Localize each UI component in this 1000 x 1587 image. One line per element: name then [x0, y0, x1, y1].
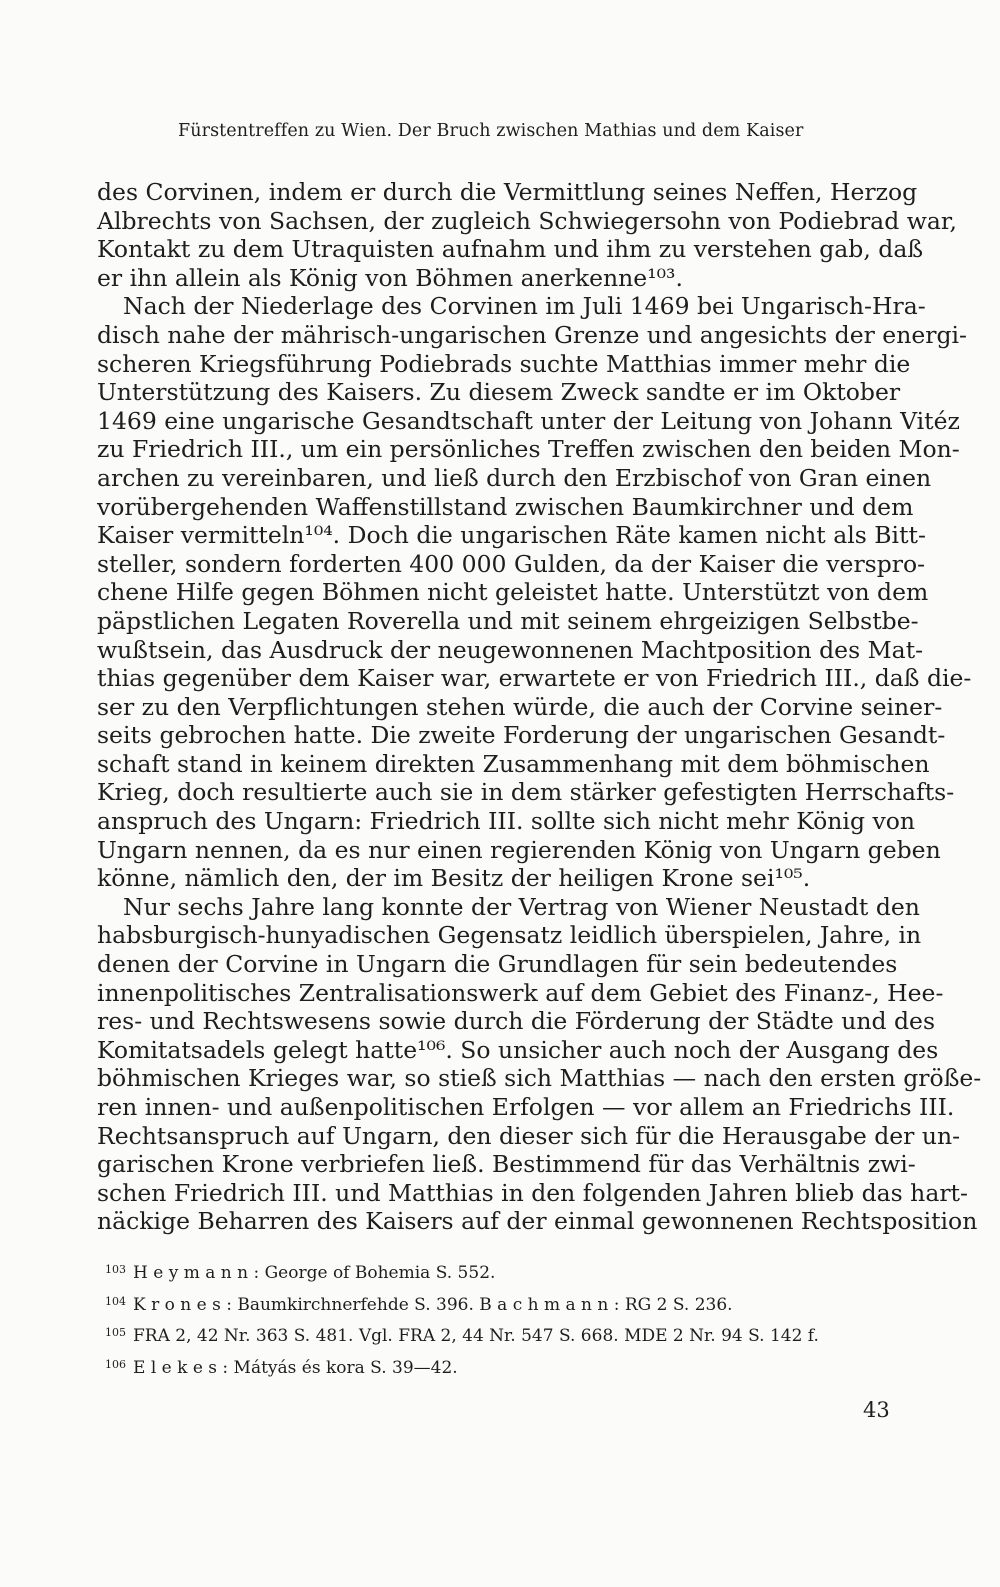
footnote-text: E l e k e s : Mátyás és kora S. 39—42.: [133, 1357, 458, 1378]
body-line: Albrechts von Sachsen, der zugleich Schwiegersohn von Podiebrad war,: [97, 206, 957, 235]
body-line: ren innen- und außenpolitischen Erfolgen — vor allem an Friedrichs III.: [97, 1093, 955, 1121]
body-line: seits gebrochen hatte. Die zweite Forderung der ungarischen Gesandt-: [97, 721, 946, 750]
body-line: disch nahe der mährisch-ungarischen Grenze und angesichts der energi-: [97, 320, 967, 349]
body-line: Rechtsanspruch auf Ungarn, den dieser sich für die Herausgabe der un-: [97, 1121, 961, 1150]
body-text: [97, 178, 982, 1236]
page-number: 43: [863, 1398, 890, 1422]
body-line: könne, nämlich den, der im Besitz der heiligen Krone sei¹⁰⁵.: [97, 864, 811, 893]
footnote: [105, 1319, 885, 1351]
body-line: Komitatsadels gelegt hatte¹⁰⁶. So unsicher auch noch der Ausgang des: [97, 1035, 939, 1064]
body-line: Kaiser vermitteln¹⁰⁴. Doch die ungarischen Räte kamen nicht als Bitt-: [97, 521, 926, 550]
footnote-text: FRA 2, 42 Nr. 363 S. 481. Vgl. FRA 2, 44 Nr. 547 S. 668. MDE 2 Nr. 94 S. 142 f.: [133, 1326, 819, 1346]
body-line: wußtsein, das Ausdruck der neugewonnenen Machtposition des Mat-: [97, 635, 924, 664]
footnote-number: 104: [105, 1294, 126, 1308]
body-line: päpstlichen Legaten Roverella und mit seinem ehrgeizigen Selbstbe-: [97, 606, 919, 635]
body-line: anspruch des Ungarn: Friedrich III. sollte sich nicht mehr König von: [97, 807, 916, 836]
footnote-text: K r o n e s : Baumkirchnerfehde S. 396. B a c h m a n n : RG 2 S. 236.: [133, 1294, 733, 1315]
body-line: archen zu vereinbaren, und ließ durch den Erzbischof von Gran einen: [97, 463, 932, 492]
body-line: garischen Krone verbriefen ließ. Bestimmend für das Verhältnis zwi-: [97, 1150, 916, 1179]
footnotes: [105, 1256, 885, 1382]
body-line: schaft stand in keinem direkten Zusammenhang mit dem böhmischen: [97, 749, 930, 778]
body-line: Krieg, doch resultierte auch sie in dem stärker gefestigten Herrschafts-: [97, 778, 955, 807]
footnote-number: 105: [105, 1326, 126, 1339]
body-line: scheren Kriegsführung Podiebrads suchte Matthias immer mehr die: [97, 349, 911, 378]
body-line: denen der Corvine in Ungarn die Grundlagen für sein bedeutendes: [97, 950, 898, 979]
body-line: 1469 eine ungarische Gesandtschaft unter der Leitung von Johann Vitéz: [97, 406, 960, 435]
footnote-number: 103: [105, 1263, 126, 1276]
body-line: Kontakt zu dem Utraquisten aufnahm und ihm zu verstehen gab, daß: [97, 235, 924, 264]
body-line: Ungarn nennen, da es nur einen regierenden König von Ungarn geben: [97, 835, 941, 864]
body-line: res- und Rechtswesens sowie durch die Förderung der Städte und des: [97, 1007, 936, 1036]
body-line: Unterstützung des Kaisers. Zu diesem Zweck sandte er im Oktober: [97, 378, 901, 407]
body-line: chene Hilfe gegen Böhmen nicht geleistet hatte. Unterstützt von dem: [97, 578, 929, 607]
body-line: näckige Beharren des Kaisers auf der einmal gewonnenen Rechtsposition: [97, 1207, 978, 1236]
body-line: ser zu den Verpflichtungen stehen würde, die auch der Corvine seiner-: [97, 692, 943, 721]
body-line: thias gegenüber dem Kaiser war, erwartete er von Friedrich III., daß die-: [97, 664, 972, 693]
body-line: Nur sechs Jahre lang konnte der Vertrag von Wiener Neustadt den: [123, 892, 920, 921]
body-line: habsburgisch-hunyadischen Gegensatz leidlich überspielen, Jahre, in: [97, 921, 922, 950]
body-line: innenpolitisches Zentralisationswerk auf dem Gebiet des Finanz-, Hee-: [97, 978, 944, 1007]
body-line: steller, sondern forderten 400 000 Gulden, da der Kaiser die verspro-: [97, 549, 926, 578]
footnote: [105, 1351, 885, 1383]
running-head: Fürstentreffen zu Wien. Der Bruch zwischen Mathias und dem Kaiser: [178, 121, 804, 141]
footnote-number: 106: [105, 1357, 126, 1371]
body-line: zu Friedrich III., um ein persönliches Treffen zwischen den beiden Mon-: [97, 435, 960, 464]
footnote: [105, 1256, 885, 1288]
body-line: Nach der Niederlage des Corvinen im Juli 1469 bei Ungarisch-Hra-: [123, 292, 926, 321]
body-line: des Corvinen, indem er durch die Vermittlung seines Neffen, Herzog: [97, 178, 918, 206]
body-line: vorübergehenden Waffenstillstand zwischen Baumkirchner und dem: [97, 492, 914, 521]
body-line: schen Friedrich III. und Matthias in den folgenden Jahren blieb das hart-: [97, 1178, 968, 1207]
footnote-text: H e y m a n n : George of Bohemia S. 552.: [133, 1263, 496, 1283]
footnote: [105, 1288, 885, 1320]
body-line: böhmischen Krieges war, so stieß sich Matthias — nach den ersten größe-: [97, 1064, 982, 1093]
body-line: er ihn allein als König von Böhmen anerkenne¹⁰³.: [97, 263, 683, 292]
